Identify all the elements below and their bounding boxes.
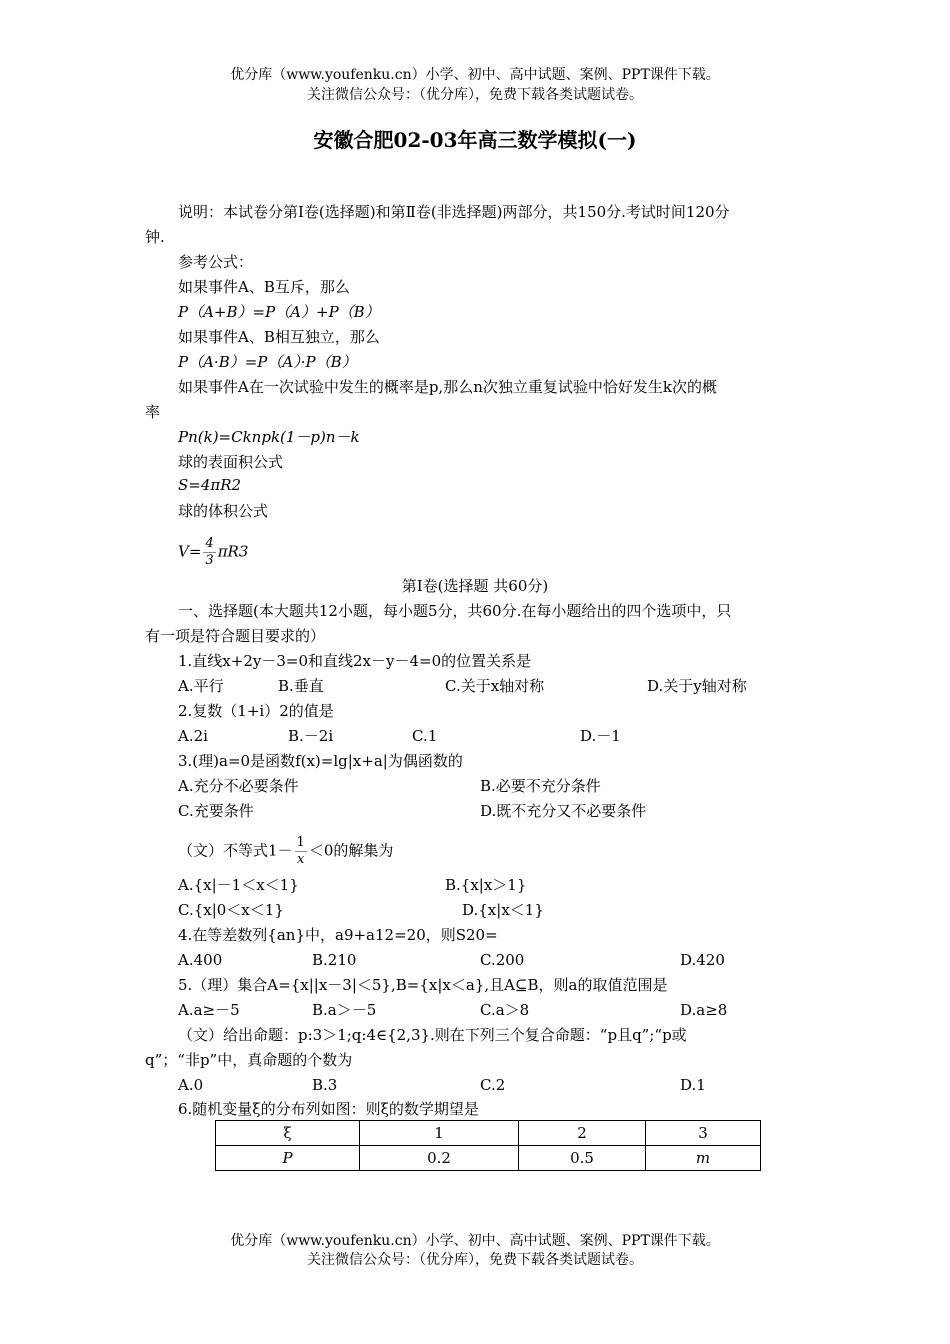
question-3-wen <box>178 835 393 868</box>
header-line-2: 关注微信公众号：（优分库），免费下载各类试题试卷。 <box>307 87 643 103</box>
table-cell: 2 <box>519 1121 646 1146</box>
q4-option-b: B.210 <box>312 951 357 969</box>
q5w-option-b: B.3 <box>312 1076 338 1094</box>
formula-2-text: 如果事件A、B相互独立，那么 <box>178 328 380 346</box>
q5w-option-a: A.0 <box>178 1076 204 1094</box>
question-3: 3.(理)a=0是函数f(x)=lg|x+a|为偶函数的 <box>178 752 463 770</box>
q3w-option-b: B.{x|x＞1} <box>445 876 527 894</box>
table-cell: 1 <box>360 1121 519 1146</box>
table-cell: 0.2 <box>360 1146 519 1171</box>
table-cell: 0.5 <box>519 1146 646 1171</box>
formula-4: S=4πR2 <box>178 476 242 494</box>
q5-option-a: A.a≥－5 <box>178 1001 240 1019</box>
q3-option-d: D.既不充分又不必要条件 <box>480 802 647 820</box>
reference-formulas-label: 参考公式： <box>178 253 254 271</box>
q3-option-c: C.充要条件 <box>178 802 254 820</box>
table-cell: m <box>646 1146 761 1171</box>
q5-option-b: B.a＞－5 <box>312 1001 377 1019</box>
q2-option-a: A.2i <box>178 727 208 745</box>
q3w-option-d: D.{x|x＜1} <box>462 901 544 919</box>
q3-option-b: B.必要不充分条件 <box>480 777 601 795</box>
header-line-1: 优分库（www.youfenku.cn）小学、初中、高中试题、案例、PPT课件下载。 <box>230 67 720 83</box>
q3w-option-c: C.{x|0＜x＜1} <box>178 901 284 919</box>
formula-1: P（A+B）=P（A）+P（B） <box>178 303 380 321</box>
section-1-instructions-cont: 有一项是符合题目要求的） <box>145 627 326 645</box>
fraction-numerator: 4 <box>205 536 214 551</box>
question-5: 5.（理）集合A={x||x－3|＜5},B={x|x＜a},且A⊆B，则a的取值范围是 <box>178 976 668 994</box>
q5w-option-c: C.2 <box>480 1076 506 1094</box>
q5w-option-d: D.1 <box>680 1076 706 1094</box>
formula-4-text: 球的表面积公式 <box>178 453 284 471</box>
q5-option-c: C.a＞8 <box>480 1001 530 1019</box>
fraction-denominator: 3 <box>205 553 214 568</box>
formula-5-text: 球的体积公式 <box>178 502 269 520</box>
q2-option-b: B.－2i <box>288 727 334 745</box>
intro-note-cont: 钟. <box>145 228 165 246</box>
formula-3-text-cont: 率 <box>145 403 161 421</box>
table-row <box>216 1146 761 1171</box>
fraction <box>295 835 307 868</box>
question-4: 4.在等差数列{an}中，a9+a12=20，则S20= <box>178 926 498 944</box>
formula-3: Pn(k)=Cknpk(1－p)n－k <box>178 428 360 446</box>
footer-line-2: 关注微信公众号：（优分库），免费下载各类试题试卷。 <box>307 1252 643 1268</box>
q3w-prefix: （文）不等式1－ <box>178 841 293 860</box>
q1-option-b: B.垂直 <box>278 677 324 695</box>
fraction-denominator: x <box>297 852 305 867</box>
footer-line-1: 优分库（www.youfenku.cn）小学、初中、高中试题、案例、PPT课件下载。 <box>230 1233 720 1249</box>
section-1-instructions: 一、选择题(本大题共12小题，每小题5分，共60分.在每小题给出的四个选项中，只 <box>178 602 732 620</box>
q3w-option-a: A.{x|－1＜x＜1} <box>178 876 299 894</box>
page-title: 安徽合肥02-03年高三数学模拟(一) <box>313 128 637 152</box>
fraction-numerator: 1 <box>296 835 305 850</box>
q2-option-d: D.－1 <box>580 727 621 745</box>
formula-2: P（A·B）=P（A）·P（B） <box>178 353 357 371</box>
question-2: 2.复数（1+i）2的值是 <box>178 702 334 720</box>
q3w-suffix: ＜0的解集为 <box>308 841 394 860</box>
fraction <box>203 536 215 569</box>
distribution-table <box>215 1120 761 1171</box>
q5-option-d: D.a≥8 <box>680 1001 728 1019</box>
question-6: 6.随机变量ξ的分布列如图：则ξ的数学期望是 <box>178 1100 479 1118</box>
intro-note: 说明：本试卷分第Ⅰ卷(选择题)和第Ⅱ卷(非选择题)两部分，共150分.考试时间120分 <box>178 203 730 221</box>
q1-option-a: A.平行 <box>178 677 224 695</box>
question-1: 1.直线x+2y－3=0和直线2x－y－4=0的位置关系是 <box>178 652 532 670</box>
q1-option-d: D.关于y轴对称 <box>647 677 747 695</box>
formula-1-text: 如果事件A、B互斥，那么 <box>178 278 350 296</box>
table-cell: P <box>216 1146 360 1171</box>
formula-5 <box>178 536 248 569</box>
q3-option-a: A.充分不必要条件 <box>178 777 299 795</box>
formula-3-text: 如果事件A在一次试验中发生的概率是p,那么n次独立重复试验中恰好发生k次的概 <box>178 378 717 396</box>
q4-option-a: A.400 <box>178 951 223 969</box>
formula-5-prefix: V= <box>178 542 202 561</box>
q1-option-c: C.关于x轴对称 <box>445 677 545 695</box>
table-row <box>216 1121 761 1146</box>
q2-option-c: C.1 <box>412 727 438 745</box>
q4-option-d: D.420 <box>680 951 725 969</box>
q4-option-c: C.200 <box>480 951 525 969</box>
formula-5-suffix: πR3 <box>217 542 249 561</box>
table-cell: 3 <box>646 1121 761 1146</box>
question-5-wen-cont: q”；“非p”中，真命题的个数为 <box>145 1051 353 1069</box>
question-5-wen: （文）给出命题：p:3＞1;q:4∈{2,3}.则在下列三个复合命题：“p且q”;“p或 <box>178 1026 687 1044</box>
table-cell: ξ <box>216 1121 360 1146</box>
section-1-header: 第Ⅰ卷(选择题 共60分) <box>401 577 549 595</box>
